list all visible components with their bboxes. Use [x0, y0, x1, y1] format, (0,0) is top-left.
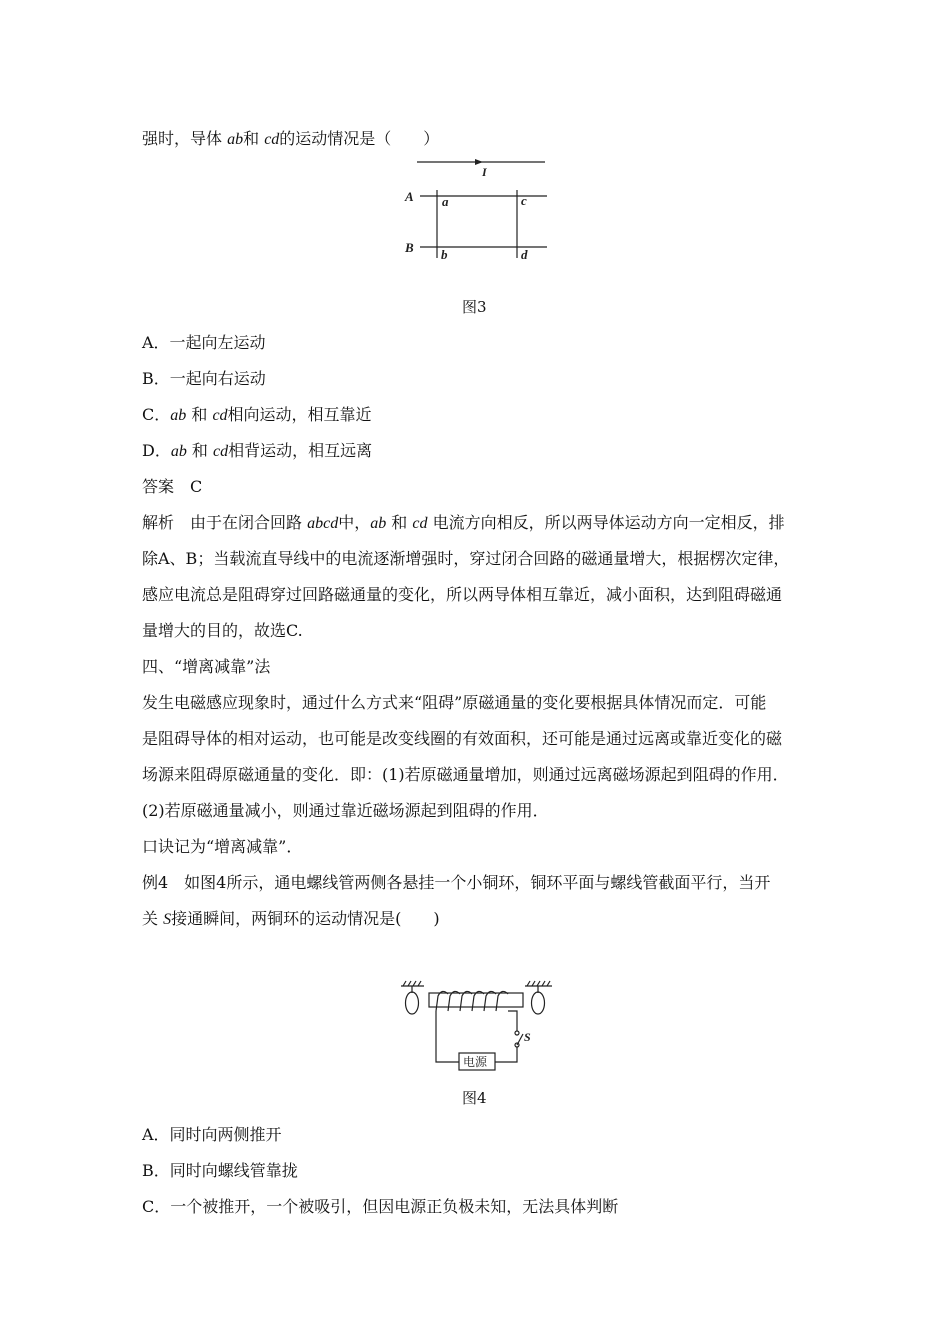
analysis-line-2: 除A、B；当载流直导线中的电流逐渐增强时，穿过闭合回路的磁通量增大，根据楞次定律，	[142, 549, 790, 568]
right-copper-ring	[532, 992, 545, 1014]
analysis-line-1: 解析 由于在闭合回路 abcd中，ab 和 cd 电流方向相反，所以两导体运动方向一定相反，排	[142, 513, 785, 532]
label-I: I	[482, 165, 487, 179]
right-support	[525, 981, 552, 993]
figure-4-caption: 图4	[462, 1089, 487, 1107]
label-b: b	[441, 247, 448, 262]
q4-option-a: A．同时向两侧推开	[142, 1125, 282, 1144]
conductor-cd: cd	[264, 131, 280, 148]
conductor-ab: ab	[227, 131, 244, 148]
example-4-line-1: 例4 如图4所示，通电螺线管两侧各悬挂一个小铜环，铜环平面与螺线管截面平行，当开	[142, 873, 771, 892]
answer-line: 答案 C	[142, 477, 203, 496]
q4-option-c: C．一个被推开，一个被吸引，但因电源正负极未知，无法具体判断	[142, 1197, 619, 1216]
left-copper-ring	[406, 992, 419, 1014]
power-supply-label: 电源	[463, 1055, 488, 1069]
switch	[515, 1031, 523, 1047]
label-B: B	[405, 240, 414, 255]
q4-option-b: B．同时向螺线管靠拢	[142, 1161, 298, 1180]
label-d: d	[521, 247, 528, 262]
analysis-line-3: 感应电流总是阻碍穿过回路磁通量的变化，所以两导体相互靠近，减小面积，达到阻碍磁通	[142, 585, 783, 604]
label-c: c	[521, 193, 527, 208]
solenoid-coil	[436, 991, 508, 1011]
switch-label: S	[524, 1030, 531, 1044]
analysis-line-4: 量增大的目的，故选C.	[142, 621, 303, 640]
section-4-paragraph-4: (2)若原磁通量减小，则通过靠近磁场源起到阻碍的作用．	[142, 801, 549, 820]
left-support	[401, 981, 424, 993]
option-a: A．一起向左运动	[142, 333, 266, 352]
section-4-paragraph-1: 发生电磁感应现象时，通过什么方式来“阻碍”原磁通量的变化要根据具体情况而定．可能	[142, 693, 767, 712]
solenoid-core	[429, 993, 523, 1007]
option-b: B．一起向右运动	[142, 369, 266, 388]
section-4-paragraph-3: 场源来阻碍原磁通量的变化．即：(1)若原磁通量增加，则通过远离磁场源起到阻碍的作用．	[142, 765, 789, 784]
question-intro-line: 强时，导体 ab和 cd的运动情况是（ ）	[142, 129, 440, 148]
switch-symbol-text: S	[163, 911, 172, 928]
option-c: C．ab 和 cd相向运动，相互靠近	[142, 405, 372, 424]
label-a: a	[442, 194, 449, 209]
label-A: A	[405, 189, 414, 204]
figure-3-caption: 图3	[462, 298, 487, 316]
section-4-paragraph-2: 是阻碍导体的相对运动，也可能是改变线圈的有效面积，还可能是通过远离或靠近变化的磁	[142, 729, 783, 748]
section-4-title: 四、“增离减靠”法	[142, 657, 271, 676]
section-4-mnemonic: 口诀记为“增离减靠”．	[142, 837, 303, 856]
example-4-line-2: 关 S接通瞬间，两铜环的运动情况是( )	[142, 909, 440, 928]
option-d: D．ab 和 cd相背运动，相互远离	[142, 441, 373, 460]
